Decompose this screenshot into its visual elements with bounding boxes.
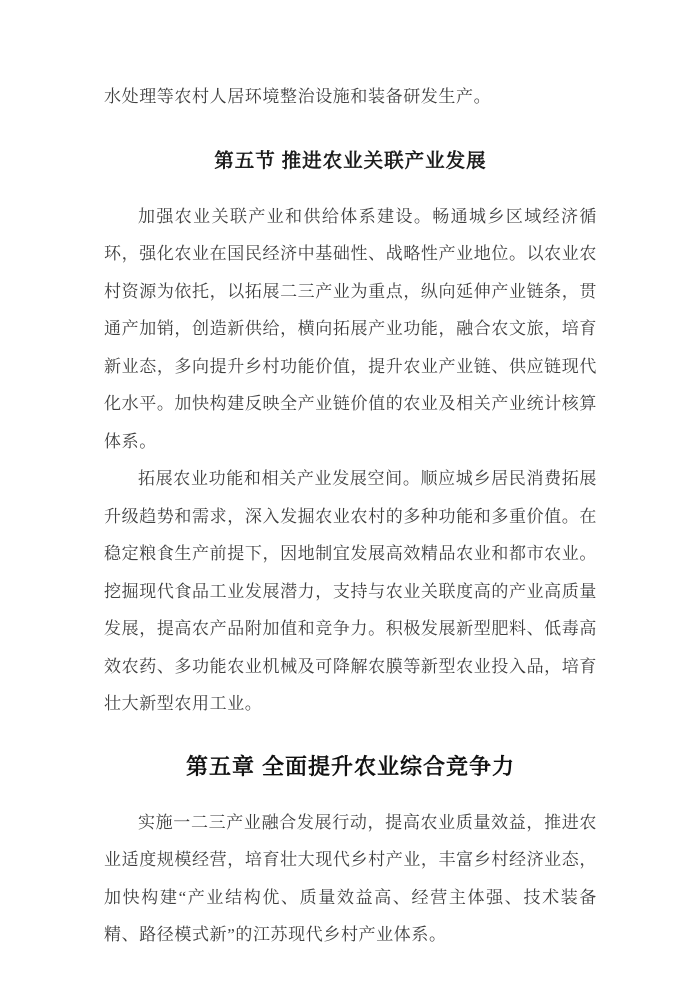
chapter-paragraph: 实施一二三产业融合发展行动，提高农业质量效益，推进农业适度规模经营，培育壮大现代乡村产业，丰富乡村经济业态，加快构建“产业结构优、质量效益高、经营主体强、技术装备精、路径模式新”的江苏现代乡村产业体系。 <box>104 812 597 944</box>
chapter-heading: 第五章 全面提升农业综合竞争力 <box>185 753 516 779</box>
section-heading: 第五节 推进农业关联产业发展 <box>214 150 487 172</box>
section-paragraph: 拓展农业功能和相关产业发展空间。顺应城乡居民消费拓展升级趋势和需求，深入发掘农业农村的多种功能和多重价值。在稳定粮食生产前提下，因地制宜发展高效精品农业和都市农业。挖掘现代食品工业发展潜力，支持与农业关联度高的产业高质量发展，提高农产品附加值和竞争力。积极发展新型肥料、低毒高效农药、多功能农业机械及可降解农膜等新型农业投入品，培育壮大新型农用工业。 <box>104 469 597 713</box>
leading-paragraph-continuation: 水处理等农村人居环境整治设施和装备研发生产。 <box>104 87 492 106</box>
section-paragraph: 加强农业关联产业和供给体系建设。畅通城乡区域经济循环，强化农业在国民经济中基础性、战略性产业地位。以农业农村资源为依托，以拓展二三产业为重点，纵向延伸产业链条，贯通产加销，创造新供给，横向拓展产业功能，融合农文旅，培育新业态，多向提升乡村功能价值，提升农业产业链、供应链现代化水平。加快构建反映全产业链价值的农业及相关产业统计核算体系。 <box>104 206 597 451</box>
